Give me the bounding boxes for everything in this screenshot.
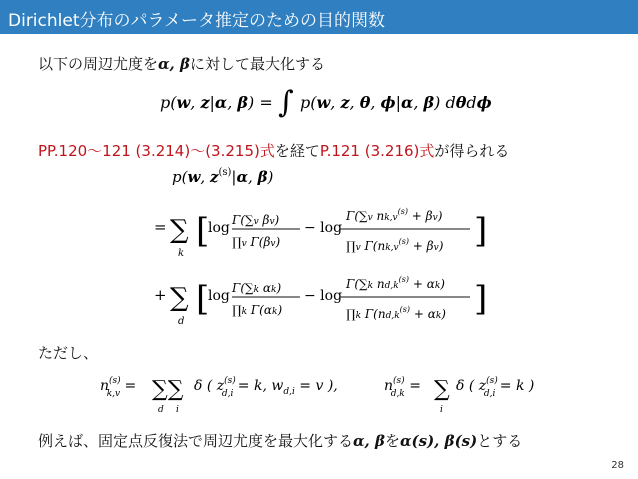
svg-text:δ ( z(s)d,i = k, wd,i = v ),: δ ( $z^{(s)}$ d,i = k, $w_{d,i} = v$ ),: [194, 376, 338, 399]
svg-text:δ ( z(s)d,i = k ): δ ( $z^{(s)}$ d,i = k ): [456, 376, 535, 399]
svg-text:Γ(∑v nk,v(s) + βv): Γ(∑v $nk,v^{(s)} + \beta v$): [346, 207, 443, 223]
svg-text:Γ(∑k αk): Γ(∑k αk): [232, 281, 282, 295]
intro-line: [38, 53, 325, 74]
joint-equation: [140, 160, 500, 330]
svg-text:i: i: [440, 405, 443, 415]
svg-text:− log: − log: [304, 288, 343, 304]
svg-text:Γ(∑v βv): Γ(∑v βv): [232, 213, 280, 227]
svg-text:k: k: [178, 248, 185, 259]
svg-text:]: ]: [474, 211, 488, 251]
title-bar: [0, 0, 638, 34]
svg-text:∑: ∑: [434, 377, 450, 402]
svg-text:n(s)d,k =: $n^{(s)}$ d,k =: [384, 376, 421, 399]
svg-text:i: i: [176, 405, 179, 415]
svg-text:=: =: [154, 218, 167, 236]
svg-text:∑: ∑: [170, 283, 189, 313]
svg-text:log: log: [208, 288, 230, 304]
marginal-equation: [160, 80, 520, 124]
svg-text:[: [: [196, 279, 210, 319]
conclusion-line: [38, 430, 522, 451]
svg-text:log: log: [208, 220, 230, 236]
svg-text:d: d: [158, 405, 164, 415]
svg-text:− log: − log: [304, 220, 343, 236]
reference-middle: を経て: [274, 142, 320, 160]
svg-text:∏v Γ(nk,v(s) + βv): ∏v $\Gamma(nk,v^{(s)} + \beta v)$: [346, 237, 444, 253]
reference-red-part2: P.121 (3.216)式: [319, 142, 435, 160]
conclusion-params-new: α(s), β(s): [399, 432, 478, 450]
tadashi-text: ただし、: [38, 344, 99, 362]
conclusion-text-before: 例えば、固定点反復法で周辺尤度を最大化する: [38, 432, 354, 450]
svg-text:]: ]: [474, 279, 488, 319]
svg-text:p(w, z, θ, ϕ|α, β) dθdϕ: p(w, z, θ, ϕ|α, β) dθdϕ: [300, 93, 492, 112]
svg-text:p(w, z|α, β) =: p(w, z|α, β) =: [160, 93, 273, 112]
conclusion-text-after: とする: [477, 432, 523, 450]
svg-text:Γ(∑k nd,k(s) + αk): Γ(∑k $nd,k^{(s)} + \alpha k$): [346, 275, 445, 291]
svg-text:∏k Γ(nd,k(s) + αk): ∏k $\Gamma(nd,k^{(s)} + \alpha k)$: [346, 305, 446, 321]
slide-title: Dirichlet分布のパラメータ推定のための目的関数: [8, 11, 385, 31]
svg-text:∫: ∫: [278, 85, 294, 120]
intro-text-before: 以下の周辺尤度を: [38, 55, 159, 73]
reference-red-part: PP.120～121 (3.214)～(3.215)式: [38, 142, 275, 160]
svg-text:∏k Γ(αk): ∏k Γ(αk): [232, 303, 283, 317]
svg-text:[: [: [196, 211, 210, 251]
intro-params: α, β: [158, 55, 190, 73]
svg-text:p(w, z(s)|α, β): p(w, $z^{(s)}|\alpha$, β): [172, 167, 274, 186]
svg-text:n(s)k,v =: $n^{(s)}$ k,v =: [100, 376, 137, 399]
intro-text-after: に対して最大化する: [189, 55, 325, 73]
svg-text:∑: ∑: [170, 215, 189, 245]
definitions-equation: [100, 362, 600, 422]
conclusion-mid: を: [384, 432, 400, 450]
page-number: 28: [611, 460, 624, 471]
svg-text:∏v Γ(βv): ∏v Γ(βv): [232, 235, 281, 249]
svg-text:∑∑: ∑∑: [152, 377, 184, 402]
svg-text:+: +: [154, 286, 167, 304]
conclusion-params: α, β: [353, 432, 385, 450]
reference-line: [38, 140, 509, 161]
reference-end: が得られる: [434, 142, 510, 160]
svg-text:d: d: [178, 316, 185, 327]
